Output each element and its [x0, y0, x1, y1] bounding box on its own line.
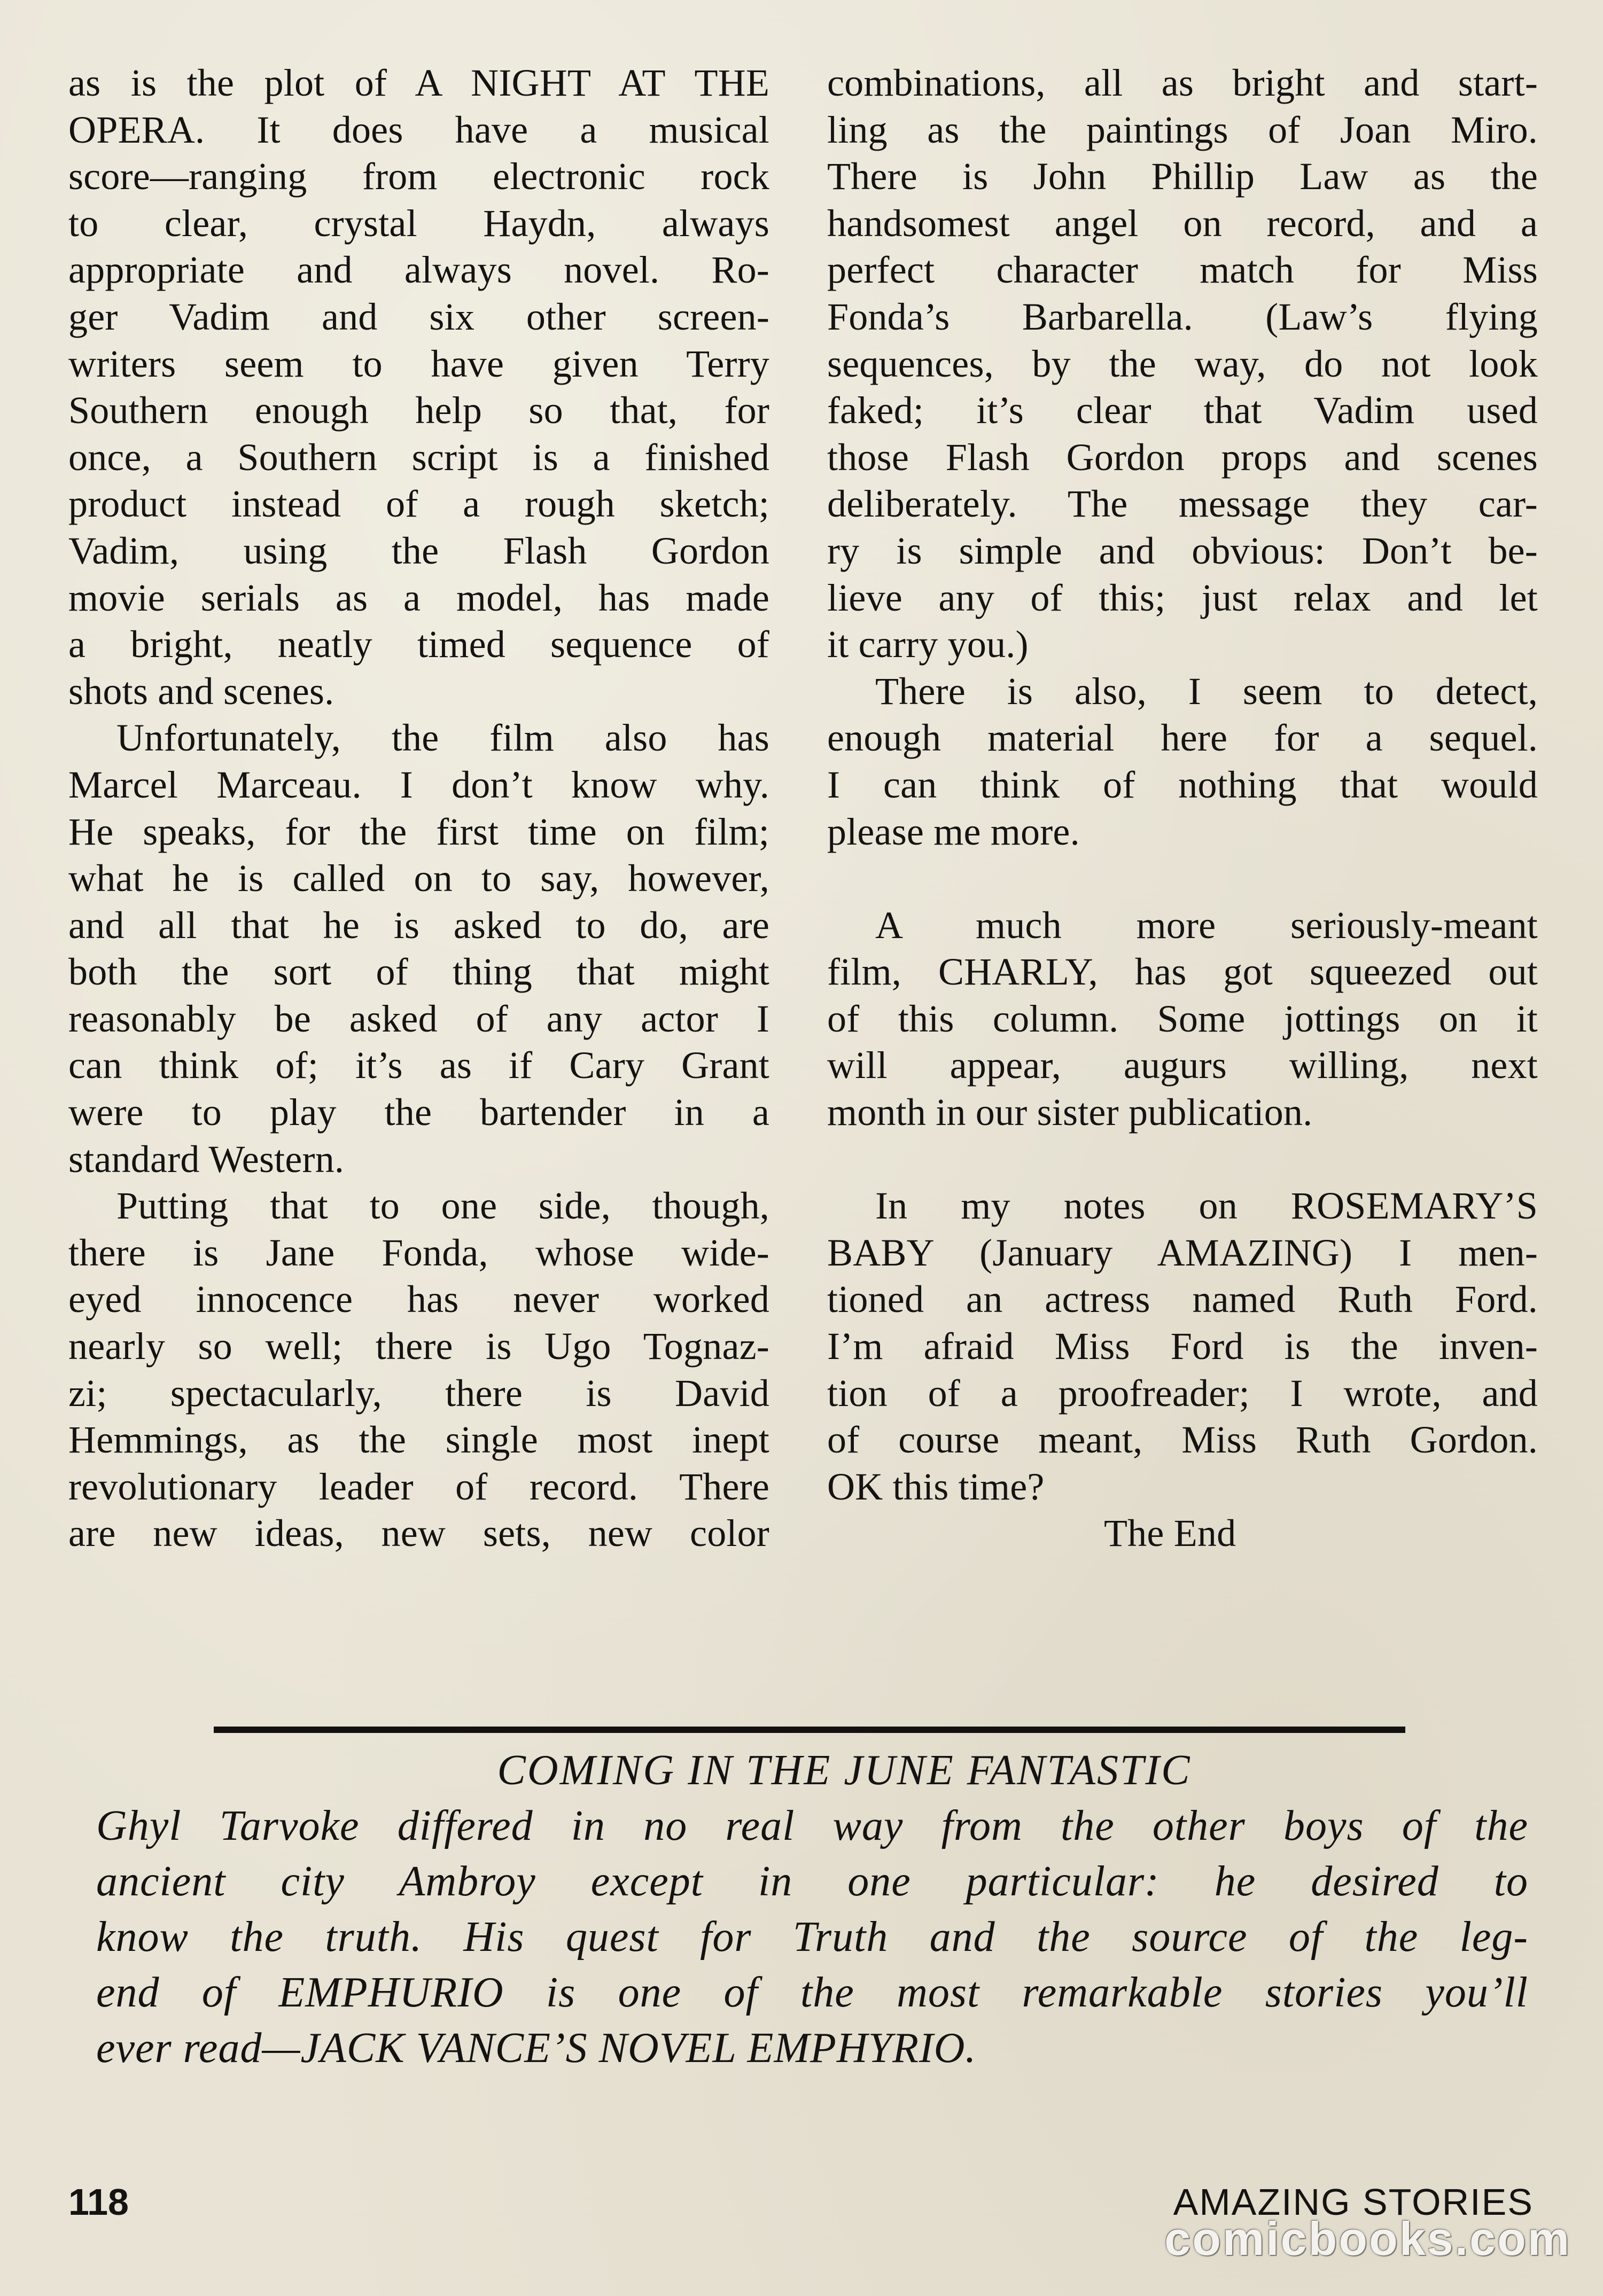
left-column: [68, 60, 769, 1557]
promo-line: know the truth. His quest for Truth and the source of the leg-: [96, 1914, 1528, 1961]
text-line: ling as the paintings of Joan Miro.: [827, 108, 1538, 151]
text-line: score—ranging from electronic rock: [68, 155, 769, 198]
text-line: once, a Southern script is a finished: [68, 435, 769, 479]
text-line: as is the plot of A NIGHT AT THE: [68, 61, 769, 104]
promo-line: Ghyl Tarvoke differed in no real way from the other boys of the: [96, 1802, 1528, 1849]
coming-next-promo: [96, 1743, 1528, 2076]
text-line: There is John Phillip Law as the: [827, 155, 1538, 198]
text-line: of course meant, Miss Ruth Gordon.: [827, 1418, 1538, 1462]
text-line: Fonda’s Barbarella. (Law’s flying: [827, 295, 1538, 338]
text-line: film, CHARLY, has got squeezed out: [827, 950, 1538, 994]
paragraph-gap: [827, 855, 1538, 902]
text-line: will appear, augurs willing, next: [827, 1044, 1538, 1087]
text-line: reasonably be asked of any actor I: [68, 997, 769, 1040]
text-line: can think of; it’s as if Cary Grant: [68, 1044, 769, 1087]
text-line: revolutionary leader of record. There: [68, 1465, 769, 1508]
text-line: and all that he is asked to do, are: [68, 903, 769, 947]
text-line: there is Jane Fonda, whose wide-: [68, 1231, 769, 1274]
text-line: There is also, I seem to detect,: [875, 669, 1538, 713]
paragraph-gap: [827, 1136, 1538, 1183]
text-line: zi; spectacularly, there is David: [68, 1371, 769, 1415]
section-divider-rule: [214, 1727, 1405, 1733]
text-line: Unfortunately, the film also has: [116, 716, 769, 760]
text-line: ger Vadim and six other screen-: [68, 295, 769, 338]
text-line: Vadim, using the Flash Gordon: [68, 529, 769, 572]
text-line: standard Western.: [68, 1137, 345, 1181]
text-line: A much more seriously-meant: [875, 903, 1538, 947]
text-line: nearly so well; there is Ugo Tognaz-: [68, 1325, 769, 1368]
text-line: month in our sister publication.: [827, 1091, 1313, 1134]
text-line: Putting that to one side, though,: [116, 1184, 769, 1228]
text-line: perfect character match for Miss: [827, 248, 1538, 292]
page-number: 118: [68, 2181, 129, 2223]
watermark: comicbooks.com: [1164, 2212, 1571, 2265]
text-line: appropriate and always novel. Ro-: [68, 248, 769, 292]
text-line: He speaks, for the first time on film;: [68, 810, 769, 853]
text-line: lieve any of this; just relax and let: [827, 576, 1538, 619]
text-line: of this column. Some jottings on it: [827, 997, 1538, 1040]
text-line: enough material here for a sequel.: [827, 716, 1538, 760]
promo-body: [96, 1798, 1528, 2076]
text-line: both the sort of thing that might: [68, 950, 769, 994]
text-line: deliberately. The message they car-: [827, 482, 1538, 526]
text-line: OK this time?: [827, 1465, 1045, 1508]
text-line: please me more.: [827, 810, 1080, 853]
text-line: handsomest angel on record, and a: [827, 201, 1538, 245]
promo-heading: COMING IN THE JUNE FANTASTIC: [497, 1747, 1192, 1794]
promo-line: end of EMPHURIO is one of the most remarkable stories you’ll: [96, 1969, 1528, 2016]
text-line: eyed innocence has never worked: [68, 1278, 769, 1321]
text-line: product instead of a rough sketch;: [68, 482, 769, 526]
text-line: those Flash Gordon props and scenes: [827, 435, 1538, 479]
text-line: what he is called on to say, however,: [68, 857, 769, 900]
text-line: sequences, by the way, do not look: [827, 342, 1538, 385]
promo-line: ever read—JACK VANCE’S NOVEL EMPHYRIO.: [96, 2025, 977, 2072]
text-line: tion of a proofreader; I wrote, and: [827, 1371, 1538, 1415]
end-mark: The End: [1104, 1512, 1236, 1555]
text-line: writers seem to have given Terry: [68, 342, 769, 385]
text-line: to clear, crystal Haydn, always: [68, 201, 769, 245]
text-line: OPERA. It does have a musical: [68, 108, 769, 151]
promo-line: ancient city Ambroy except in one particular: he desired to: [96, 1858, 1528, 1905]
text-line: were to play the bartender in a: [68, 1091, 769, 1134]
text-line: it carry you.): [827, 623, 1029, 666]
text-line: Marcel Marceau. I don’t know why.: [68, 763, 769, 806]
text-line: shots and scenes.: [68, 669, 334, 713]
running-head: AMAZING STORIES: [1173, 2181, 1534, 2223]
text-line: Hemmings, as the single most inept: [68, 1418, 769, 1462]
text-line: tioned an actress named Ruth Ford.: [827, 1278, 1538, 1321]
text-line: faked; it’s clear that Vadim used: [827, 389, 1538, 432]
text-line: I’m afraid Miss Ford is the inven-: [827, 1325, 1538, 1368]
text-line: BABY (January AMAZING) I men-: [827, 1231, 1538, 1274]
text-line: a bright, neatly timed sequence of: [68, 623, 769, 666]
text-line: movie serials as a model, has made: [68, 576, 769, 619]
text-line: I can think of nothing that would: [827, 763, 1538, 806]
text-line: are new ideas, new sets, new color: [68, 1512, 769, 1555]
text-line: In my notes on ROSEMARY’S: [875, 1184, 1538, 1228]
text-line: combinations, all as bright and start-: [827, 61, 1538, 104]
right-column: [827, 60, 1538, 1557]
text-line: Southern enough help so that, for: [68, 389, 769, 432]
text-line: ry is simple and obvious: Don’t be-: [827, 529, 1538, 572]
